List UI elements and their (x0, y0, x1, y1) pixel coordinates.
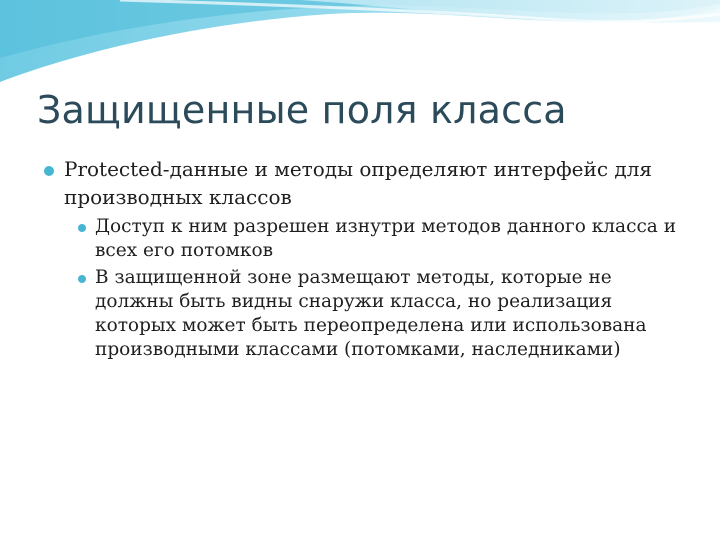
header-wave-decoration (0, 0, 720, 90)
subbullet-text: В защищенной зоне размещают методы, которые не должны быть видны снаружи класса, но реализация которых может быть переопределена или использована производными классами (потомками, наследниками) (95, 267, 647, 360)
slide-title: Защищенные поля класса (37, 88, 567, 132)
subbullet-item (40, 266, 690, 362)
bullet-dot-icon (78, 224, 86, 232)
bullet-item (40, 155, 690, 211)
bullet-text: Protected-данные и методы определяют интерфейс для производных классов (64, 157, 653, 209)
bullet-dot-icon (78, 275, 86, 283)
bullet-dot-icon (44, 166, 54, 176)
slide-content (40, 155, 690, 365)
subbullet-item (40, 215, 690, 263)
subbullet-text: Доступ к ним разрешен изнутри методов данного класса и всех его потомков (95, 216, 677, 261)
